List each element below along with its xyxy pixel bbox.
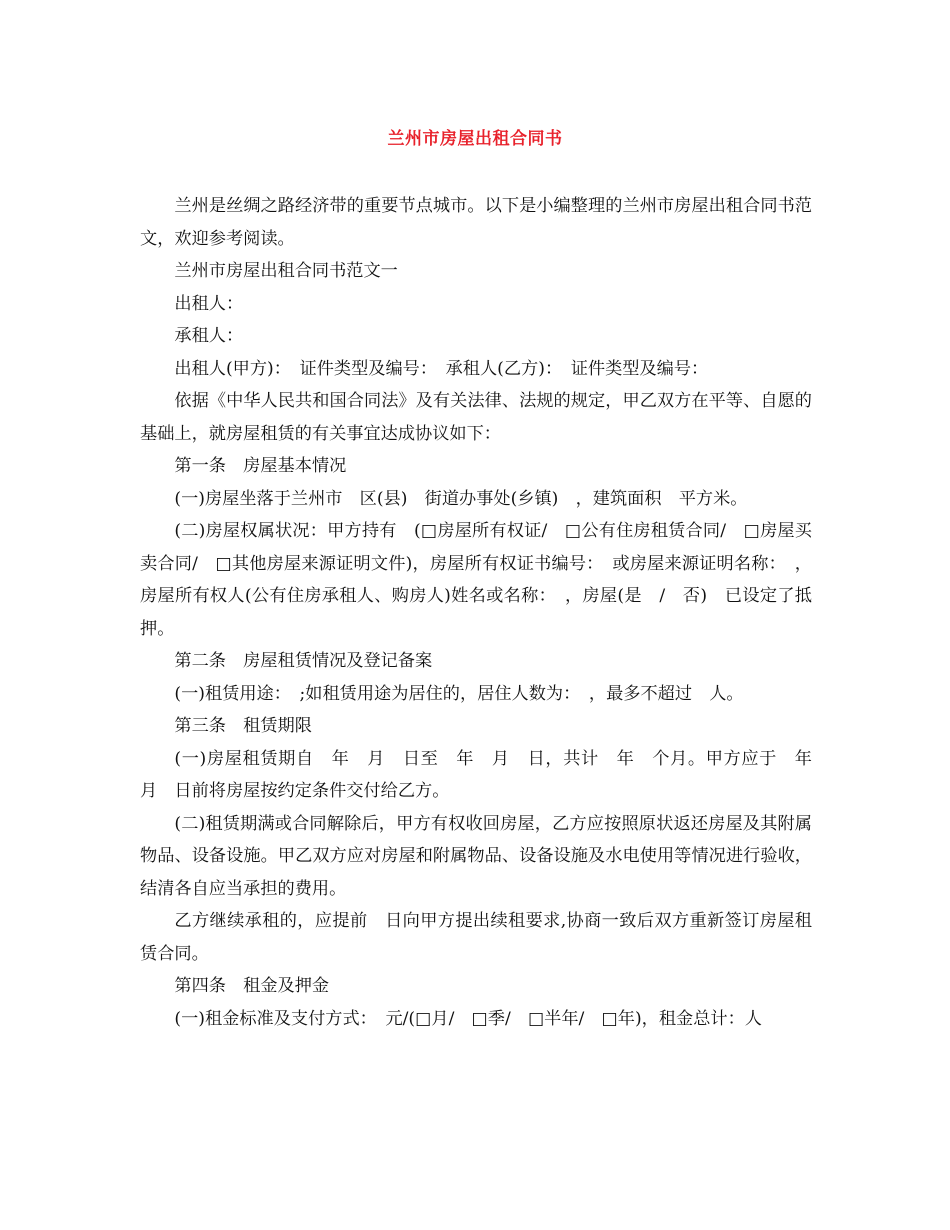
article-4-heading: 第四条 租金及押金 [174,976,330,996]
paragraph-parties-ids: 出租人(甲方)： 证件类型及编号： 承租人(乙方)： 证件类型及编号： [174,358,709,379]
article-1-clause-1: (一)房屋坐落于兰州市 区(县) 街道办事处(乡镇) ，建筑面积 平方米。 [174,488,748,509]
document-title: 兰州市房屋出租合同书 [387,129,563,149]
article-3-heading: 第三条 租赁期限 [174,716,312,736]
article-2-clause-1: (一)租赁用途： ;如租赁用途为居住的，居住人数为： ，最多不超过 人。 [174,683,744,704]
article-3-clause-1: (一)房屋租赁期自 年 月 日至 年 月 日，共计 年 个月。甲方应于 年 月 日前将房屋按约定条件交付给乙方。 [140,748,830,801]
article-1-heading: 第一条 房屋基本情况 [174,456,347,476]
paragraph-sample-heading: 兰州市房屋出租合同书范文一 [174,261,398,281]
paragraph-legal-basis: 依据《中华人民共和国合同法》及有关法律、法规的规定，甲乙双方在平等、自愿的基础上，就房屋租赁的有关事宜达成协议如下： [140,391,812,444]
article-4-clause-1: (一)租金标准及支付方式： 元/(□月/ □季/ □半年/ □年)，租金总计：人 [174,1008,762,1029]
paragraph-lessee: 承租人： [174,326,244,346]
article-3-clause-2: (二)租赁期满或合同解除后，甲方有权收回房屋，乙方应按照原状返还房屋及其附属物品、设备设施。甲乙双方应对房屋和附属物品、设备设施及水电使用等情况进行验收，结清各自应当承担的费用。 [140,813,812,899]
document-body [140,190,830,1035]
article-2-heading: 第二条 房屋租赁情况及登记备案 [174,651,433,671]
article-1-clause-2: (二)房屋权属状况：甲方持有 (□房屋所有权证/ □公有住房租赁合同/ □房屋买卖合同/ □其他房屋来源证明文件)，房屋所有权证书编号： 或房屋来源证明名称： ，房屋所有权人(公有住房承租人、购房人)姓名或名称： ，房屋(是 / 否) 已设定了抵押。 [140,521,812,639]
paragraph-intro: 兰州是丝绸之路经济带的重要节点城市。以下是小编整理的兰州市房屋出租合同书范文，欢迎参考阅读。 [140,196,812,249]
article-3-renewal: 乙方继续承租的，应提前 日向甲方提出续租要求,协商一致后双方重新签订房屋租赁合同。 [140,911,812,964]
paragraph-lessor: 出租人： [174,293,244,314]
